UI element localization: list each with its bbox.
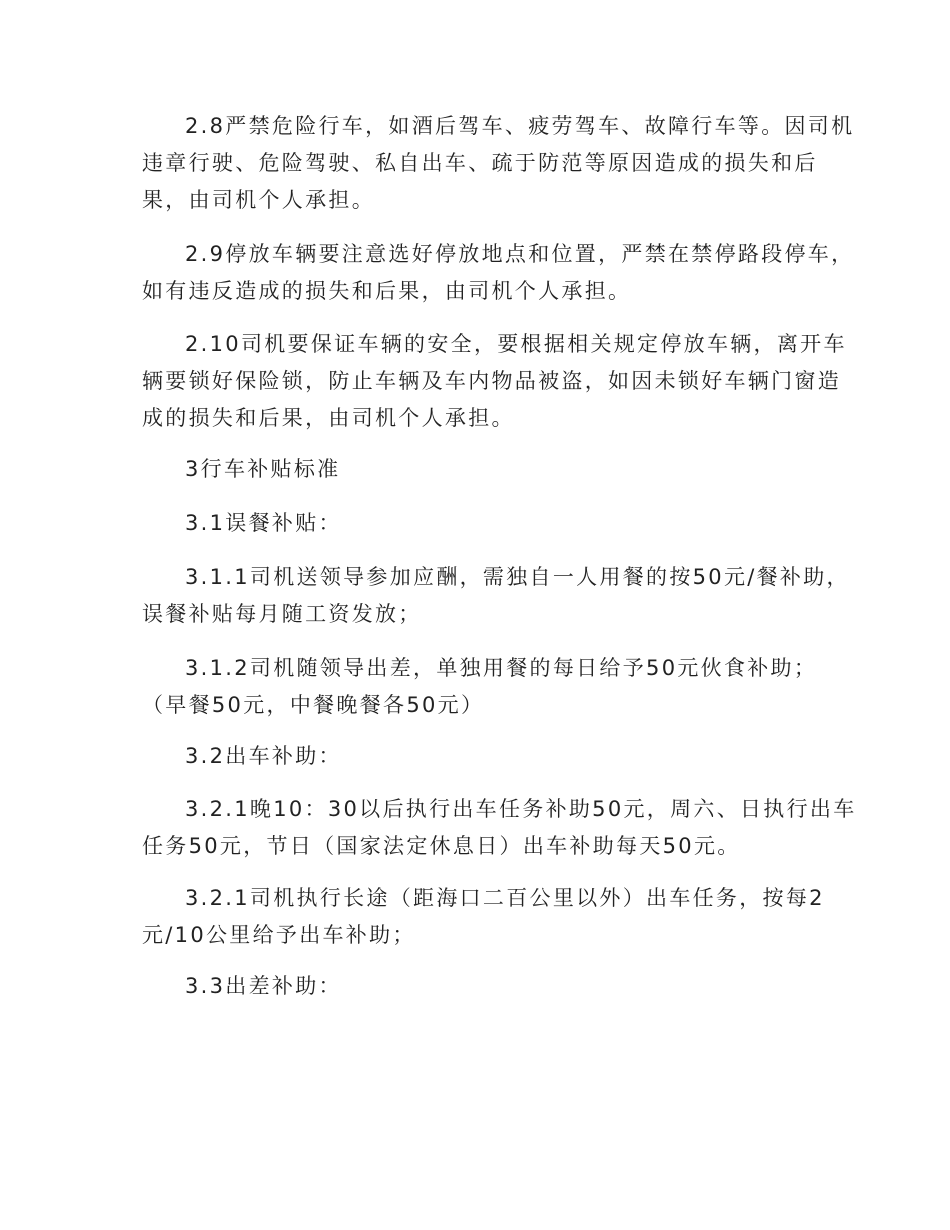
text-line: 3.2出车补助： [185, 744, 342, 768]
paragraph-2-10 [142, 326, 847, 437]
text-line: 2.10司机要保证车辆的安全，要根据相关规定停放车辆，离开车 [185, 332, 847, 356]
text-line: 3.2.1司机执行长途（距海口二百公里以外）出车任务，按每2 [185, 886, 825, 910]
paragraph-3-1-1 [142, 559, 850, 633]
section-heading-3 [142, 451, 812, 488]
text-line: 如有违反造成的损失和后果，由司机个人承担。 [142, 279, 632, 303]
text-line: 果，由司机个人承担。 [142, 188, 375, 212]
text-line: 违章行驶、危险驾驶、私自出车、疏于防范等原因造成的损失和后 [142, 151, 818, 175]
paragraph-2-9 [142, 236, 855, 310]
text-line: 3.1.1司机送领导参加应酬，需独自一人用餐的按50元/餐补助， [185, 565, 850, 589]
paragraph-3-2 [142, 738, 812, 775]
paragraph-3-1-2 [142, 650, 818, 724]
text-line: （早餐50元，中餐晚餐各50元） [142, 693, 485, 717]
paragraph-3-1 [142, 505, 812, 542]
paragraph-3-2-1-a [142, 791, 857, 865]
text-line: 3.2.1晚10：30以后执行出车任务补助50元，周六、日执行出车 [185, 797, 857, 821]
text-line: 任务50元，节日（国家法定休息日）出车补助每天50元。 [142, 834, 741, 858]
paragraph-3-2-1-b [142, 880, 825, 954]
paragraph-2-8 [142, 108, 855, 219]
text-line: 3.3出差补助： [185, 974, 342, 998]
text-line: 3.1误餐补贴： [185, 511, 342, 535]
paragraph-3-3 [142, 968, 812, 1005]
text-line: 成的损失和后果，由司机个人承担。 [142, 406, 515, 430]
text-line: 2.8严禁危险行车，如酒后驾车、疲劳驾车、故障行车等。因司机 [185, 114, 855, 138]
text-line: 2.9停放车辆要注意选好停放地点和位置，严禁在禁停路段停车， [185, 242, 855, 266]
text-line: 3行车补贴标准 [185, 457, 341, 481]
text-line: 3.1.2司机随领导出差，单独用餐的每日给予50元伙食补助； [185, 656, 818, 680]
text-line: 元/10公里给予出车补助； [142, 923, 416, 947]
text-line: 辆要锁好保险锁，防止车辆及车内物品被盗，如因未锁好车辆门窗造 [142, 369, 841, 393]
text-line: 误餐补贴每月随工资发放； [142, 602, 422, 626]
